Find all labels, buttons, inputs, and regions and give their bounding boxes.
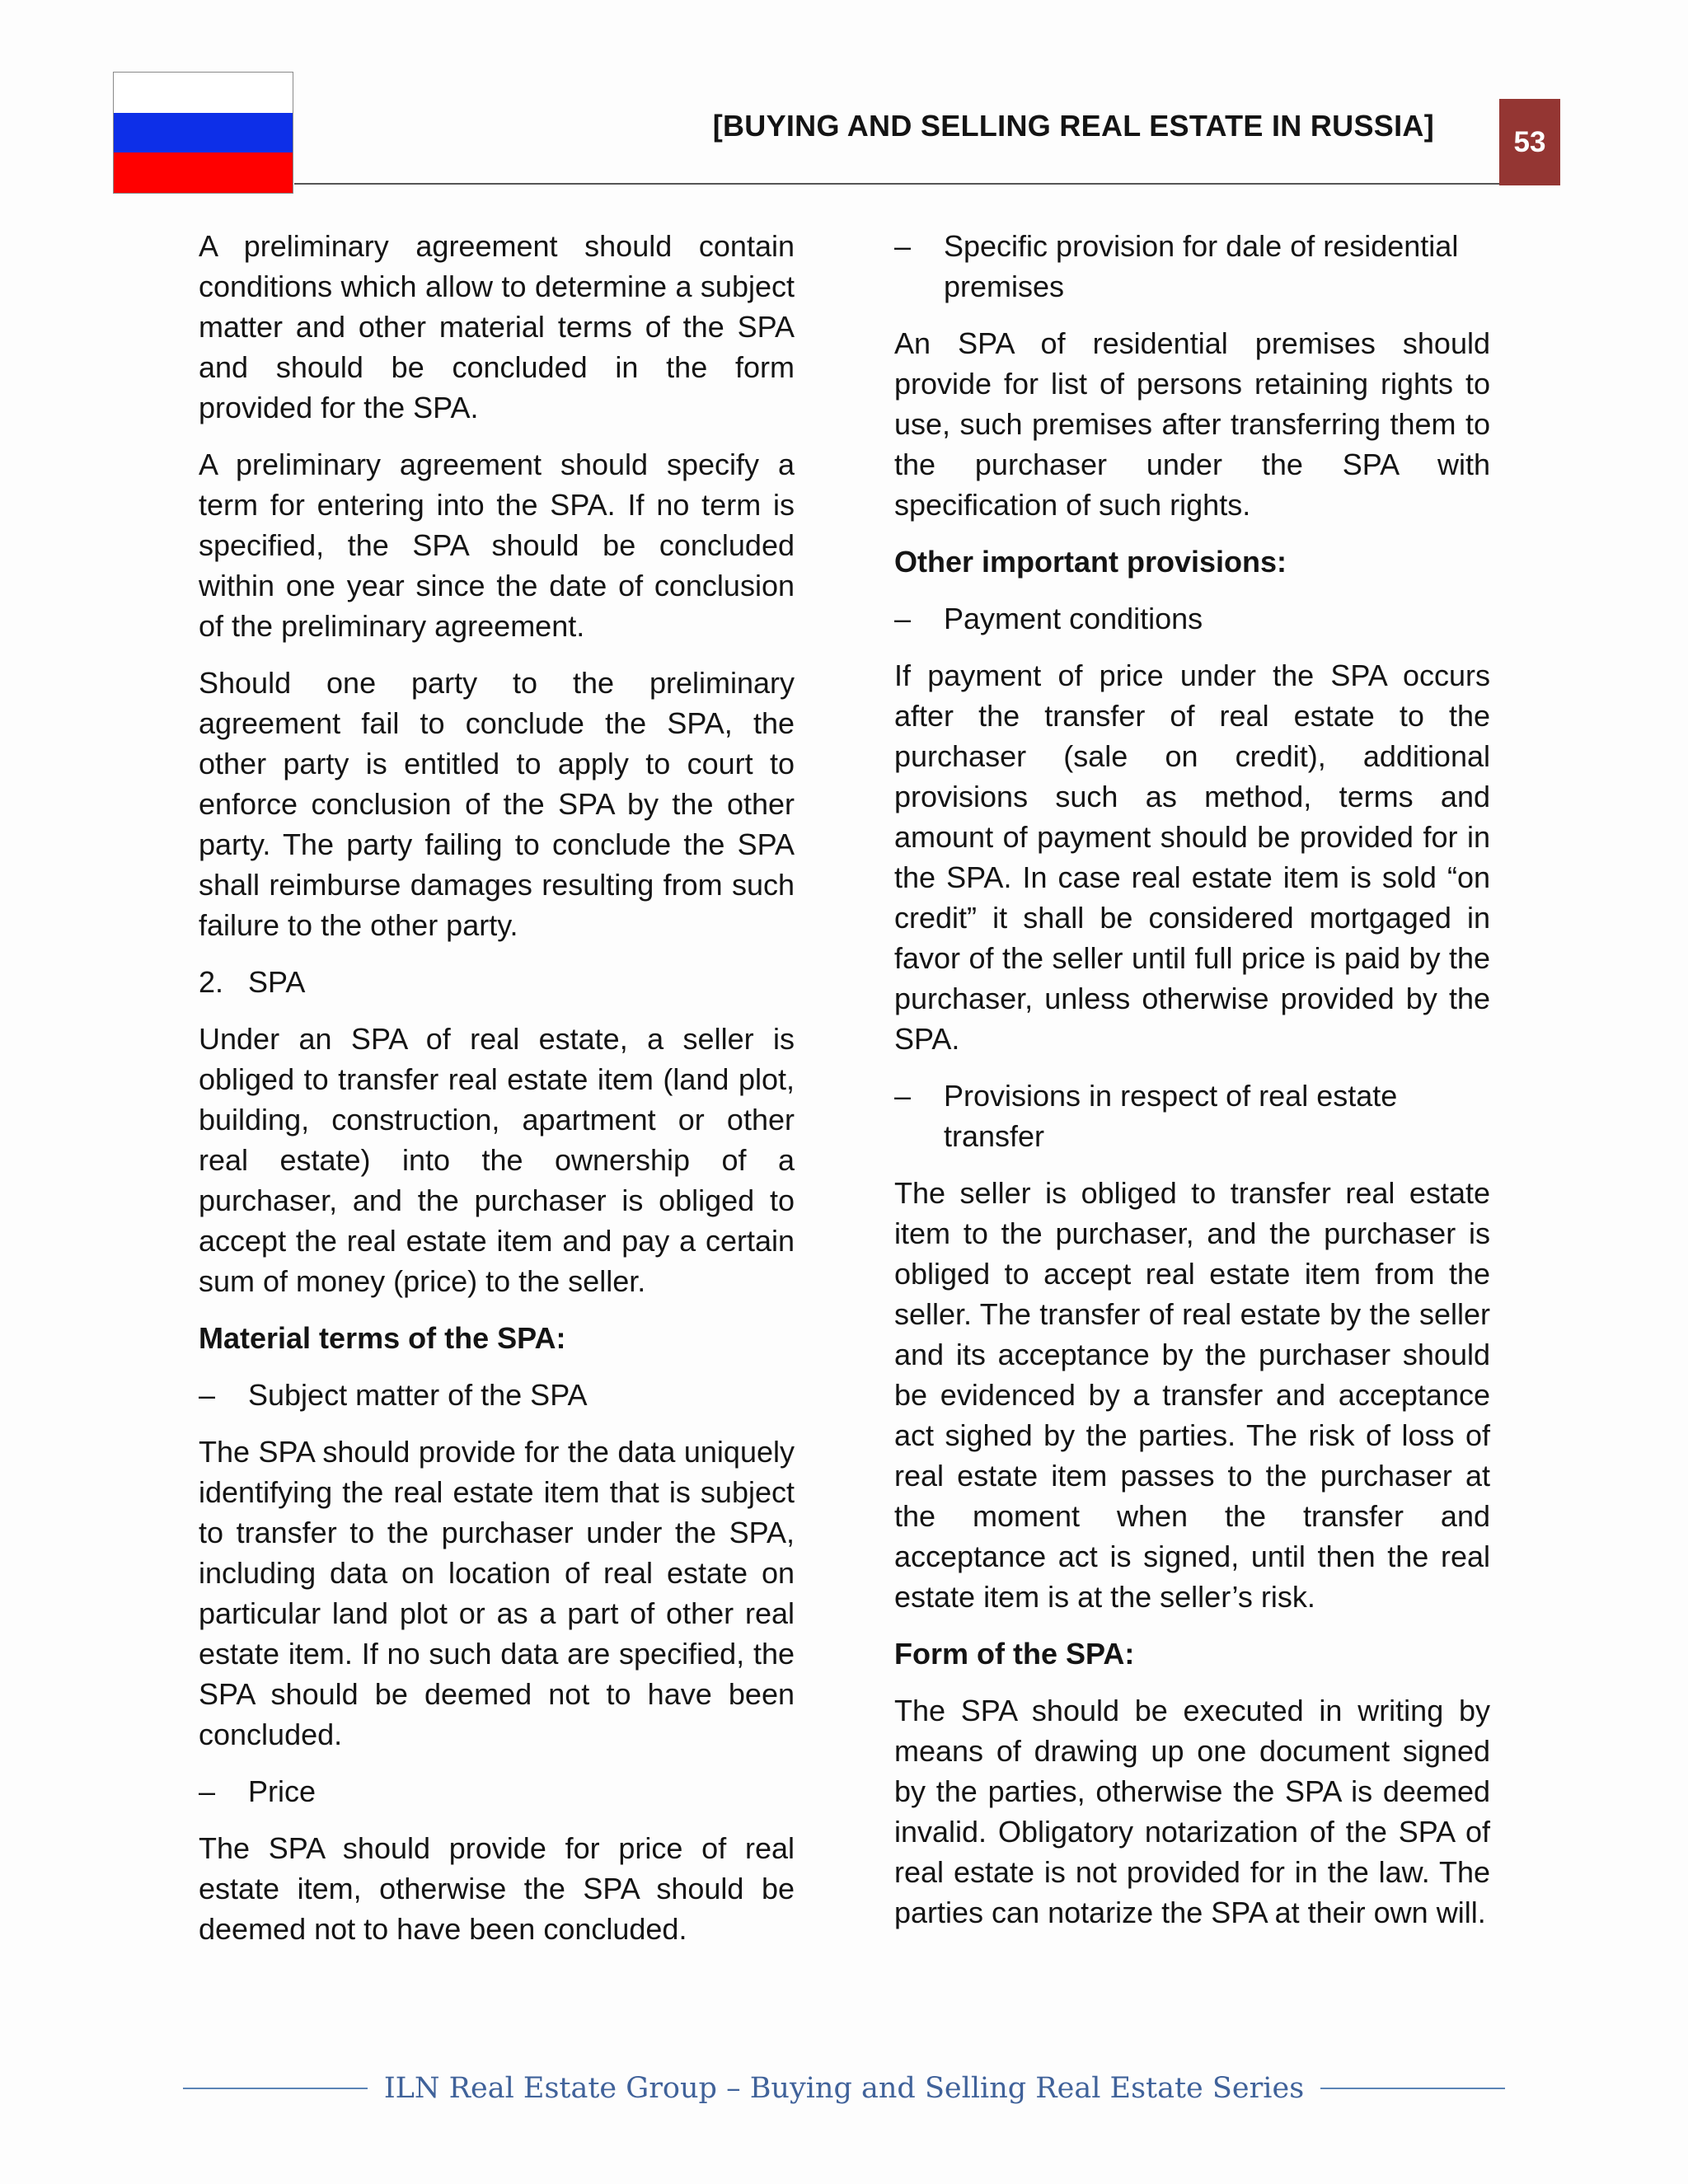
item-number: 2. [199,965,224,999]
bullet-text: Specific provision for dale of residential premises [944,229,1459,303]
bullet-item [199,1375,795,1415]
footer-text: ILN Real Estate Group – Buying and Selling Real Estate Series [383,2072,1305,2105]
running-header-title: [BUYING AND SELLING REAL ESTATE IN RUSSIA] [712,109,1434,143]
footer-rule-left [183,2088,368,2089]
paragraph: An SPA of residential premises should provide for list of persons retaining rights to use, such premises after transferring them to the purchaser under the SPA with specification of such rights. [894,326,1490,522]
numbered-item-spa [199,962,795,1002]
paragraph: The seller is obliged to transfer real estate item to the purchaser, and the purchaser is obliged to accept real estate item from the seller. The transfer of real estate by the seller and its acceptance by the purchaser should be evidenced by a transfer and acceptance act sighed by the parties. The risk of loss of real estate item passes to the purchaser at the moment when the transfer and acceptance act is signed, until then the real estate item is at the seller’s risk. [894,1176,1490,1614]
left-column [199,226,795,1966]
page-number-badge: 53 [1499,99,1560,185]
bullet-item [894,226,1490,307]
footer-rule-right [1320,2088,1505,2089]
bullet-text: Payment conditions [944,602,1203,635]
dash-icon: – [894,1079,912,1113]
bullet-item [894,1076,1490,1156]
paragraph: If payment of price under the SPA occurs after the transfer of real estate to the purchaser (sale on credit), additional provisions such as method, terms and amount of payment should be provided for in the SPA. In case real estate item is sold “on credit” it shall be considered mortgaged in favor of the seller until full price is paid by the purchaser, unless otherwise provided by the SPA. [894,658,1490,1056]
section-heading: Material terms of the SPA: [199,1321,566,1355]
flag-red-stripe [114,152,293,193]
bullet-text: Subject matter of the SPA [248,1378,588,1412]
dash-icon: – [199,1378,216,1412]
paragraph: The SPA should be executed in writing by means of drawing up one document signed by the parties, otherwise the SPA is deemed invalid. Obligatory notarization of the SPA of real estate is not provided for in the law. The parties can notarize the SPA at their own will. [894,1694,1490,1929]
dash-icon: – [199,1774,216,1808]
page-footer [183,2072,1505,2105]
bullet-item [894,598,1490,639]
flag-blue-stripe [114,113,293,153]
flag-white-stripe [114,73,293,113]
right-column [894,226,1490,1949]
bullet-text: Provisions in respect of real estate transfer [944,1079,1398,1153]
paragraph: The SPA should provide for price of real estate item, otherwise the SPA should be deemed not to have been concluded. [199,1831,795,1946]
paragraph: A preliminary agreement should contain conditions which allow to determine a subject matter and other material terms of the SPA and should be concluded in the form provided for the SPA. [199,229,795,424]
bullet-text: Price [248,1774,316,1808]
paragraph: Should one party to the preliminary agreement fail to conclude the SPA, the other party is entitled to apply to court to enforce conclusion of the SPA by the other party. The party failing to conclude the SPA shall reimburse damages resulting from such failure to the other party. [199,666,795,942]
item-label: SPA [248,965,306,999]
section-heading: Form of the SPA: [894,1637,1135,1671]
section-heading: Other important provisions: [894,545,1287,579]
paragraph: A preliminary agreement should specify a term for entering into the SPA. If no term is specified, the SPA should be concluded within one year since the date of conclusion of the preliminary agreement. [199,448,795,643]
dash-icon: – [894,602,912,635]
russia-flag-icon [113,72,293,194]
paragraph: Under an SPA of real estate, a seller is obliged to transfer real estate item (land plot, building, construction, apartment or other real estate) into the ownership of a purchaser, and the purchaser is obliged to accept the real estate item and pay a certain sum of money (price) to the seller. [199,1022,795,1298]
dash-icon: – [894,229,912,263]
paragraph: The SPA should provide for the data uniquely identifying the real estate item that is subject to transfer to the purchaser under the SPA, including data on location of real estate on particular land plot or as a part of other real estate item. If no such data are specified, the SPA should be deemed not to have been concluded. [199,1435,795,1751]
bullet-item [199,1771,795,1811]
header-divider [294,183,1499,185]
